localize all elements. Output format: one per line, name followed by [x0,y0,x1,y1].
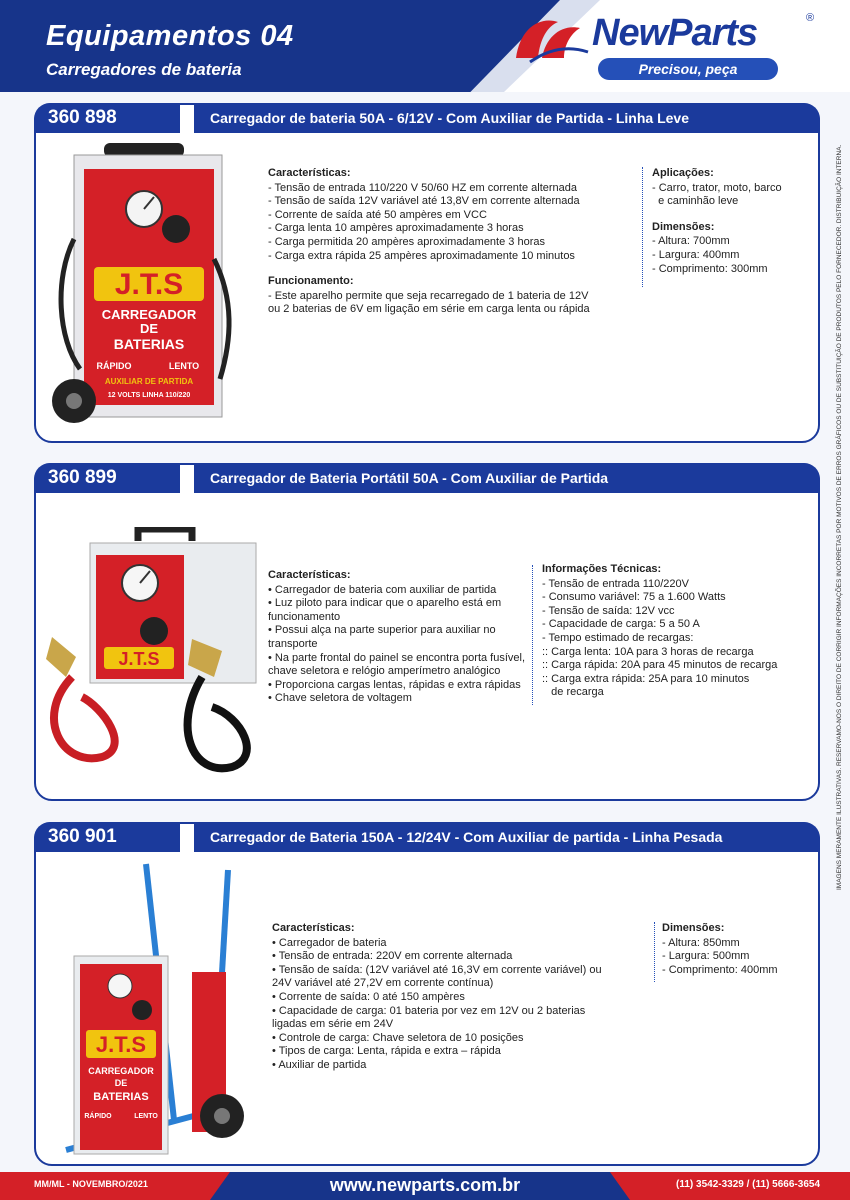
column-divider [642,167,643,287]
feature-item: • Proporciona cargas lentas, rápidas e extra rápidas [268,679,530,693]
image-label-3: BATERIAS [113,336,185,352]
page-header [0,0,850,92]
tech-item: :: Carga rápida: 20A para 45 minutos de recarga [542,659,778,672]
page-subtitle: Carregadores de bateria [46,60,242,79]
feature-item: • Tipos de carga: Lenta, rápida e extra – rápida [272,1045,620,1059]
disclaimer: IMAGENS MERAMENTE ILUSTRATIVAS. RESERVAMO-NOS O DIREITO DE CORRIGIR INFORMAÇÕES INCORRETAS POR MOTIVOS DE ERROS GRÁFICOS OU DE SUBSTITUIÇÃO DE PRODUTOS PELO FORNECEDOR. DISTRIBUIÇÃO INTERNA. [836,144,843,890]
tech-item: de recarga [542,686,604,699]
tech-item: :: Carga lenta: 10A para 3 horas de recarga [542,645,754,658]
image-label-4: RÁPIDO [96,361,132,371]
product-card-360899 [34,463,820,801]
feature-item: - Carga extra rápida 25 ampères aproximadamente 10 minutos [268,249,575,262]
features-block [268,569,530,706]
feature-item: • Tensão de entrada: 220V em corrente alternada [272,950,620,964]
dimensions-block [662,922,812,977]
tech-item: :: Carga extra rápida: 25A para 10 minutos [542,672,750,685]
column-divider [532,565,533,705]
feature-item: • Capacidade de carga: 01 bateria por vez em 12V ou 2 baterias ligadas em série em 24V [272,1005,620,1032]
dimension-item: - Comprimento: 300mm [652,262,768,275]
heavy-battery-charger-image [46,860,256,1164]
image-label-7: 12 VOLTS LINHA 110/220 [107,392,191,399]
dimensions-heading: Dimensões: [662,922,725,934]
image-label-5: LENTO [134,1113,158,1120]
image-brand-text: J.T.S [114,268,184,301]
footer-website-link[interactable]: www.newparts.com.br [329,1175,521,1195]
battery-charger-light-image [44,139,244,435]
dimension-item: - Altura: 850mm [662,936,740,949]
image-label-6: AUXILIAR DE PARTIDA [104,377,194,386]
product-card-360901 [34,822,820,1166]
feature-item: • Auxiliar de partida [272,1059,620,1073]
image-label-2: DE [114,1078,128,1088]
features-heading: Características: [268,167,351,179]
tech-item: - Tensão de saída: 12V vcc [542,604,675,617]
image-brand-text: J.T.S [118,649,160,669]
application-item: e caminhão leve [652,195,739,208]
image-brand-text: J.T.S [95,1032,147,1057]
tech-item: - Consumo variável: 75 a 1.600 Watts [542,591,726,604]
tech-info-block [542,563,816,700]
product-title: Carregador de Bateria 150A - 12/24V - Com Auxiliar de partida - Linha Pesada [194,822,820,852]
tech-item: - Tempo estimado de recargas: [542,631,694,644]
applications-block [652,167,812,276]
footer-edition: MM/ML - NOVEMBRO/2021 [34,1179,148,1189]
product-code: 360 898 [34,103,180,133]
feature-item: - Carga permitida 20 ampères aproximadamente 3 horas [268,235,545,248]
operation-line: - Este aparelho permite que seja recarregado de 1 bateria de 12V [268,289,589,302]
operation-heading: Funcionamento: [268,275,354,288]
image-label-5: LENTO [168,361,200,371]
feature-item: • Controle de carga: Chave seletora de 10 posições [272,1032,620,1046]
brand-name: NewParts [592,12,758,54]
image-label-1: CARREGADOR [88,1066,154,1076]
application-item: - Carro, trator, moto, barco [652,181,782,194]
dimension-item: - Largura: 400mm [652,248,740,261]
image-label-1: CARREGADOR [101,307,197,322]
column-divider [654,922,655,982]
feature-item: - Corrente de saída até 50 ampères em VCC [268,208,487,221]
tech-item: - Tensão de entrada 110/220V [542,577,689,590]
features-block [268,167,640,317]
registered-mark: ® [806,12,815,24]
image-label-2: DE [139,321,159,336]
page-title: Equipamentos 04 [46,20,294,52]
tech-item: - Capacidade de carga: 5 a 50 A [542,618,700,631]
feature-item: - Carga lenta 10 ampères aproximadamente 3 horas [268,222,524,235]
feature-item: • Carregador de bateria com auxiliar de partida [268,584,530,598]
product-card-360898 [34,103,820,443]
features-heading: Características: [272,922,355,934]
feature-item: • Na parte frontal do painel se encontra porta fusível, chave seletora e relógio amperímetro analógico [268,652,530,679]
feature-item: - Tensão de saída 12V variável até 13,8V em corrente alternada [268,195,580,208]
feature-item: • Corrente de saída: 0 até 150 ampères [272,991,620,1005]
brand-slogan: Precisou, peça [598,58,778,80]
image-label-4: RÁPIDO [84,1113,112,1120]
footer-phones: (11) 3542-3329 / (11) 5666-3654 [676,1179,820,1190]
product-title: Carregador de Bateria Portátil 50A - Com Auxiliar de Partida [194,463,820,493]
portable-battery-charger-image [42,527,260,785]
brand-swoosh-icon [510,8,590,68]
feature-item: - Tensão de entrada 110/220 V 50/60 HZ em corrente alternada [268,181,578,194]
feature-item: • Luz piloto para indicar que o aparelho está em funcionamento [268,597,530,624]
features-block [272,922,620,1073]
dimensions-heading: Dimensões: [652,220,715,233]
feature-item: • Possui alça na parte superior para auxiliar no transporte [268,624,530,651]
product-code: 360 901 [34,822,180,852]
operation-line: ou 2 baterias de 6V em ligação em série em carga lenta ou rápida [268,303,590,316]
image-label-3: BATERIAS [93,1091,149,1103]
dimension-item: - Altura: 700mm [652,235,730,248]
tech-heading: Informações Técnicas: [542,563,662,575]
features-heading: Características: [268,569,351,581]
product-title: Carregador de bateria 50A - 6/12V - Com Auxiliar de Partida - Linha Leve [194,103,820,133]
feature-item: • Carregador de bateria [272,937,620,951]
applications-heading: Aplicações: [652,167,714,179]
feature-item: • Chave seletora de voltagem [268,692,530,706]
dimension-item: - Comprimento: 400mm [662,963,778,976]
brand-logo [508,4,828,86]
dimension-item: - Largura: 500mm [662,950,750,963]
product-code: 360 899 [34,463,180,493]
feature-item: • Tensão de saída: (12V variável até 16,3V em corrente variável) ou 24V variável até 27,2V em corrente contínua) [272,964,620,991]
